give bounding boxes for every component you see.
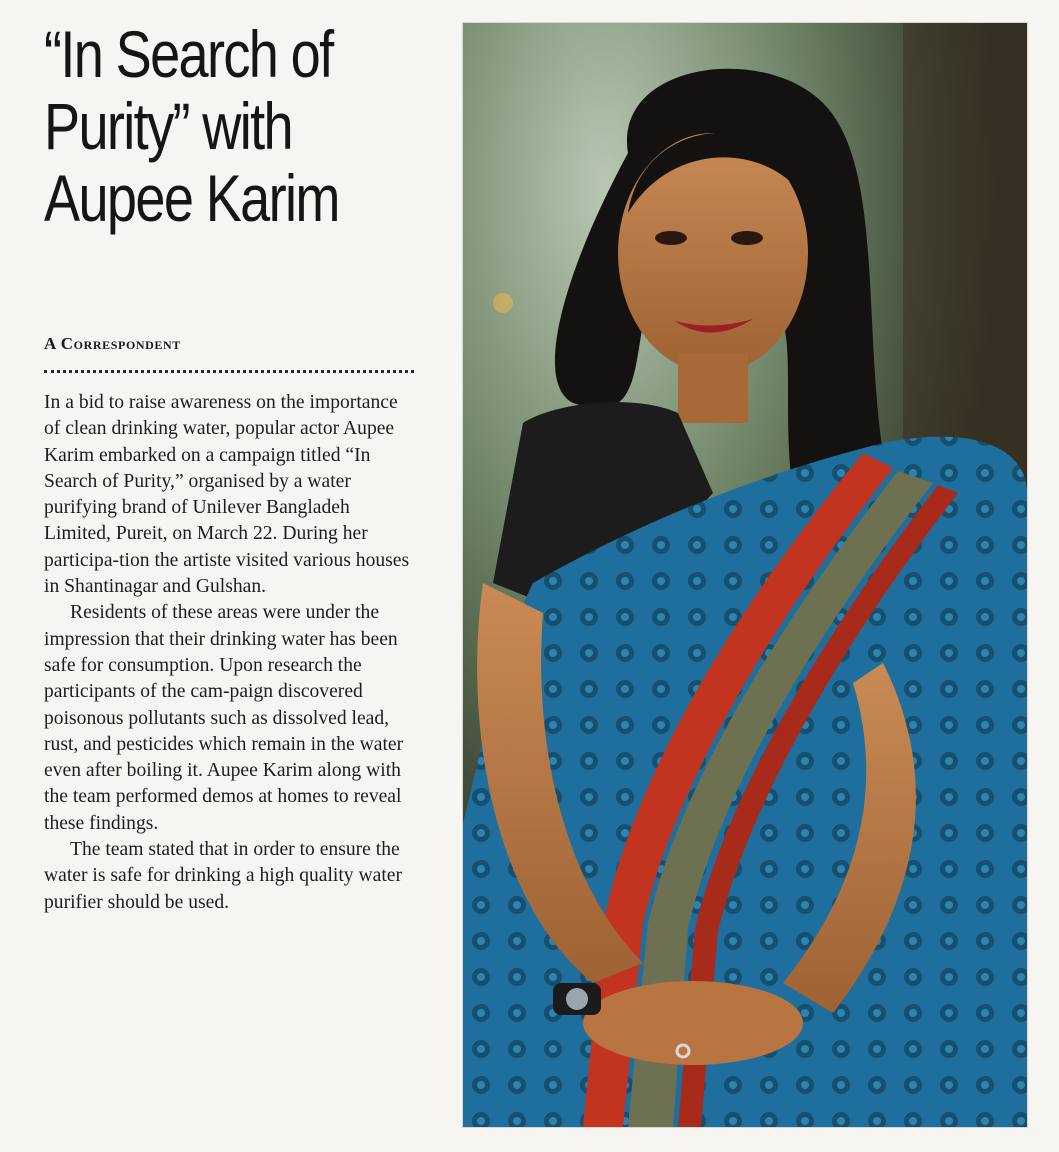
- text-column: [44, 17, 422, 913]
- headline: [44, 18, 429, 234]
- clasped-hands: [583, 981, 803, 1065]
- bokeh-light: [493, 293, 513, 313]
- headline-line-3: Aupee Karim: [44, 161, 339, 235]
- watch-face: [566, 988, 588, 1010]
- body-paragraph-3: The team stated that in order to ensure the water is safe for drinking a high quality water purifier should be used.: [44, 839, 403, 913]
- headline-line-1: “In Search of: [44, 17, 333, 91]
- headline-line-2: Purity” with: [44, 89, 292, 163]
- body-paragraph-2: Residents of these areas were under the impression that their drinking water has been safe for consumption. Upon research the participants of the cam-paign discovered poisonous pollutants such as dissolved lead, rust, and pesticides which remain in the water even after boiling it. Aupee Karim along with the team performed demos at homes to reveal these findings.: [44, 602, 404, 834]
- body-paragraph-1: In a bid to raise awareness on the importance of clean drinking water, popular actor Aupee Karim embarked on a campaign titled “In Search of Purity,” organised by a water purifying brand of Unilever Bangladeh Limited, Pureit, on March 22. During her participa-tion the artiste visited various houses in Shantinagar and Gulshan.: [44, 392, 410, 598]
- right-eye: [731, 231, 763, 245]
- byline: A Correspondent: [44, 334, 181, 353]
- left-eye: [655, 231, 687, 245]
- article-body: [44, 390, 416, 916]
- dotted-divider: [44, 370, 414, 373]
- background-wall-shadow: [903, 23, 1027, 473]
- neck: [678, 353, 748, 423]
- portrait-illustration: [463, 23, 1027, 1127]
- portrait-photo: [462, 22, 1028, 1128]
